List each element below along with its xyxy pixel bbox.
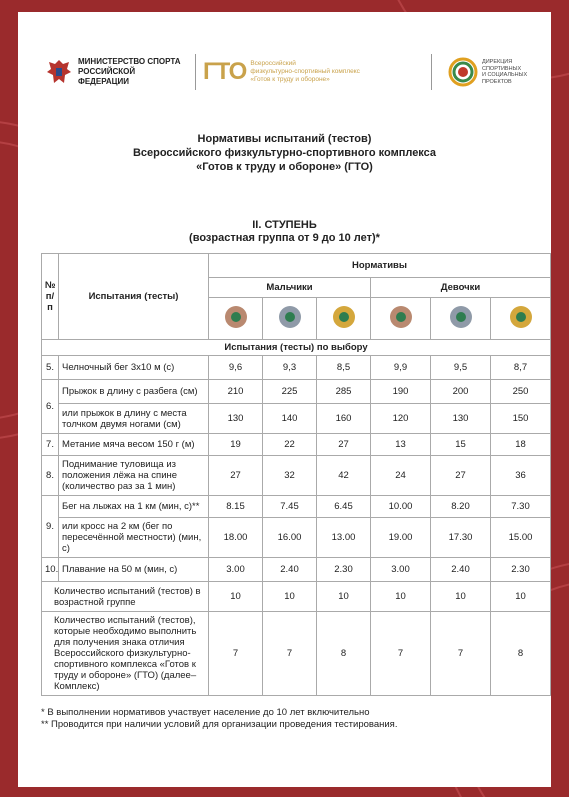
- norm-value: 19.00: [371, 518, 431, 558]
- stage-title: II. СТУПЕНЬ: [252, 219, 317, 231]
- row-number: 8.: [42, 456, 59, 496]
- row-number: 10.: [42, 558, 59, 582]
- norm-value: 200: [431, 380, 491, 404]
- norm-value: 285: [317, 380, 371, 404]
- norm-value: 36: [491, 456, 551, 496]
- norm-value: 27: [317, 434, 371, 456]
- title-line1: Нормативы испытаний (тестов): [197, 133, 372, 145]
- test-name: Бег на лыжах на 1 км (мин, с)**: [59, 496, 209, 518]
- divider: [195, 54, 196, 90]
- required-value: 8: [317, 612, 371, 696]
- norm-value: 32: [263, 456, 317, 496]
- norm-value: 13: [371, 434, 431, 456]
- norm-value: 130: [209, 404, 263, 434]
- norm-value: 150: [491, 404, 551, 434]
- table-row: [42, 356, 551, 380]
- table-row: [42, 582, 551, 612]
- required-count-label: Количество испытаний (тестов), которые необходимо выполнить для получения знака отличия Всероссийского физкультурно-спортивного комплекса «Готов к труду и обороне» (ГТО) (далее–Комплекс): [42, 612, 209, 696]
- table-row: [42, 496, 551, 518]
- badge-cell: [263, 298, 317, 340]
- gold-badge-icon: [510, 306, 532, 328]
- gto-text-line1: Всероссийский: [250, 60, 296, 67]
- badge-cell: [431, 298, 491, 340]
- row-number: 5.: [42, 356, 59, 380]
- test-name: Челночный бег 3х10 м (с): [59, 356, 209, 380]
- test-name: или кросс на 2 км (бег по пересечённой местности) (мин, с): [59, 518, 209, 558]
- test-name: или прыжок в длину с места толчком двумя ногами (см): [59, 404, 209, 434]
- norm-value: 42: [317, 456, 371, 496]
- stage-age-group: (возрастная группа от 9 до 10 лет)*: [189, 232, 380, 244]
- required-value: 7: [431, 612, 491, 696]
- badge-cell: [209, 298, 263, 340]
- norm-value: 210: [209, 380, 263, 404]
- table-row: [42, 456, 551, 496]
- count-value: 10: [317, 582, 371, 612]
- norm-value: 10.00: [371, 496, 431, 518]
- silver-badge-icon: [279, 306, 301, 328]
- norm-value: 190: [371, 380, 431, 404]
- norm-value: 27: [209, 456, 263, 496]
- boys-header: Мальчики: [209, 278, 371, 298]
- document-sheet: [18, 12, 551, 787]
- norm-value: 16.00: [263, 518, 317, 558]
- norm-value: 18: [491, 434, 551, 456]
- norm-value: 160: [317, 404, 371, 434]
- norm-value: 2.40: [431, 558, 491, 582]
- norm-value: 6.45: [317, 496, 371, 518]
- norm-value: 9,9: [371, 356, 431, 380]
- norm-value: 19: [209, 434, 263, 456]
- norm-value: 8,7: [491, 356, 551, 380]
- badge-cell: [317, 298, 371, 340]
- count-value: 10: [263, 582, 317, 612]
- stage-heading: [18, 219, 551, 245]
- norm-value: 8.15: [209, 496, 263, 518]
- norm-value: 13.00: [317, 518, 371, 558]
- footnote-1: * В выполнении нормативов участвует население до 10 лет включительно: [41, 707, 370, 718]
- norm-value: 15.00: [491, 518, 551, 558]
- norm-value: 7.30: [491, 496, 551, 518]
- gold-badge-icon: [333, 306, 355, 328]
- directorate-line3: И СОЦИАЛЬНЫХ: [482, 72, 528, 78]
- table-row: [42, 404, 551, 434]
- document-title: [18, 132, 551, 174]
- test-name: Метание мяча весом 150 г (м): [59, 434, 209, 456]
- row-number: 6.: [42, 380, 59, 434]
- table-row: [42, 558, 551, 582]
- norm-value: 2.30: [491, 558, 551, 582]
- norm-value: 130: [431, 404, 491, 434]
- norm-value: 22: [263, 434, 317, 456]
- gto-mark: ГТО: [203, 58, 247, 85]
- norm-value: 8,5: [317, 356, 371, 380]
- table-row: [42, 518, 551, 558]
- norm-value: 9,6: [209, 356, 263, 380]
- norm-value: 9,5: [431, 356, 491, 380]
- footnotes: [41, 707, 541, 731]
- silver-badge-icon: [450, 306, 472, 328]
- ministry-name-line2: РОССИЙСКОЙ ФЕДЕРАЦИИ: [78, 67, 136, 86]
- table-row: [42, 434, 551, 456]
- required-value: 8: [491, 612, 551, 696]
- norm-value: 17.30: [431, 518, 491, 558]
- norm-value: 3.00: [209, 558, 263, 582]
- norm-value: 8.20: [431, 496, 491, 518]
- directorate-line1: ДИРЕКЦИЯ: [482, 59, 513, 65]
- count-value: 10: [209, 582, 263, 612]
- test-header: Испытания (тесты): [59, 254, 209, 340]
- norm-value: 140: [263, 404, 317, 434]
- badge-cell: [491, 298, 551, 340]
- norm-value: 7.45: [263, 496, 317, 518]
- directorate-line4: ПРОЕКТОВ: [482, 78, 512, 85]
- required-value: 7: [263, 612, 317, 696]
- norms-table: [41, 253, 551, 696]
- test-name: Поднимание туловища из положения лёжа на спине (количество раз за 1 мин): [59, 456, 209, 496]
- ministry-logo: [46, 44, 188, 100]
- norm-value: 120: [371, 404, 431, 434]
- gto-logo: [203, 44, 410, 100]
- title-line3: «Готов к труду и обороне» (ГТО): [196, 161, 373, 173]
- test-name: Плавание на 50 м (мин, с): [59, 558, 209, 582]
- footnote-2: ** Проводится при наличии условий для организации проведения тестирования.: [41, 719, 398, 730]
- directorate-star-icon: [448, 57, 478, 87]
- eagle-emblem-icon: [46, 58, 72, 86]
- norm-value: 24: [371, 456, 431, 496]
- norm-value: 9,3: [263, 356, 317, 380]
- ministry-name-line1: МИНИСТЕРСТВО СПОРТА: [78, 57, 181, 66]
- norm-value: 250: [491, 380, 551, 404]
- gto-text-line3: «Готов к труду и обороне»: [250, 76, 330, 83]
- required-value: 7: [209, 612, 263, 696]
- girls-header: Девочки: [371, 278, 551, 298]
- test-count-label: Количество испытаний (тестов) в возрастной группе: [42, 582, 209, 612]
- divider: [431, 54, 432, 90]
- directorate-line2: СПОРТИВНЫХ: [482, 65, 522, 72]
- norm-value: 2.40: [263, 558, 317, 582]
- count-value: 10: [371, 582, 431, 612]
- bronze-badge-icon: [390, 306, 412, 328]
- title-line2: Всероссийского физкультурно-спортивного комплекса: [132, 147, 437, 159]
- norm-value: 225: [263, 380, 317, 404]
- required-value: 7: [371, 612, 431, 696]
- norm-value: 15: [431, 434, 491, 456]
- count-value: 10: [491, 582, 551, 612]
- gto-text-line2: физкультурно-спортивный комплекс: [250, 68, 360, 75]
- table-row: [42, 612, 551, 696]
- directorate-logo: [448, 44, 532, 100]
- optional-tests-header: Испытания (тесты) по выбору: [42, 340, 551, 356]
- norm-value: 2.30: [317, 558, 371, 582]
- logo-header: [18, 44, 551, 104]
- count-value: 10: [431, 582, 491, 612]
- norm-value: 27: [431, 456, 491, 496]
- bronze-badge-icon: [225, 306, 247, 328]
- row-number: 7.: [42, 434, 59, 456]
- table-row: [42, 380, 551, 404]
- row-number: 9.: [42, 496, 59, 558]
- badge-cell: [371, 298, 431, 340]
- norm-value: 18.00: [209, 518, 263, 558]
- norm-value: 3.00: [371, 558, 431, 582]
- num-header: № п/п: [42, 254, 59, 340]
- norms-header: Нормативы: [209, 254, 551, 278]
- test-name: Прыжок в длину с разбега (см): [59, 380, 209, 404]
